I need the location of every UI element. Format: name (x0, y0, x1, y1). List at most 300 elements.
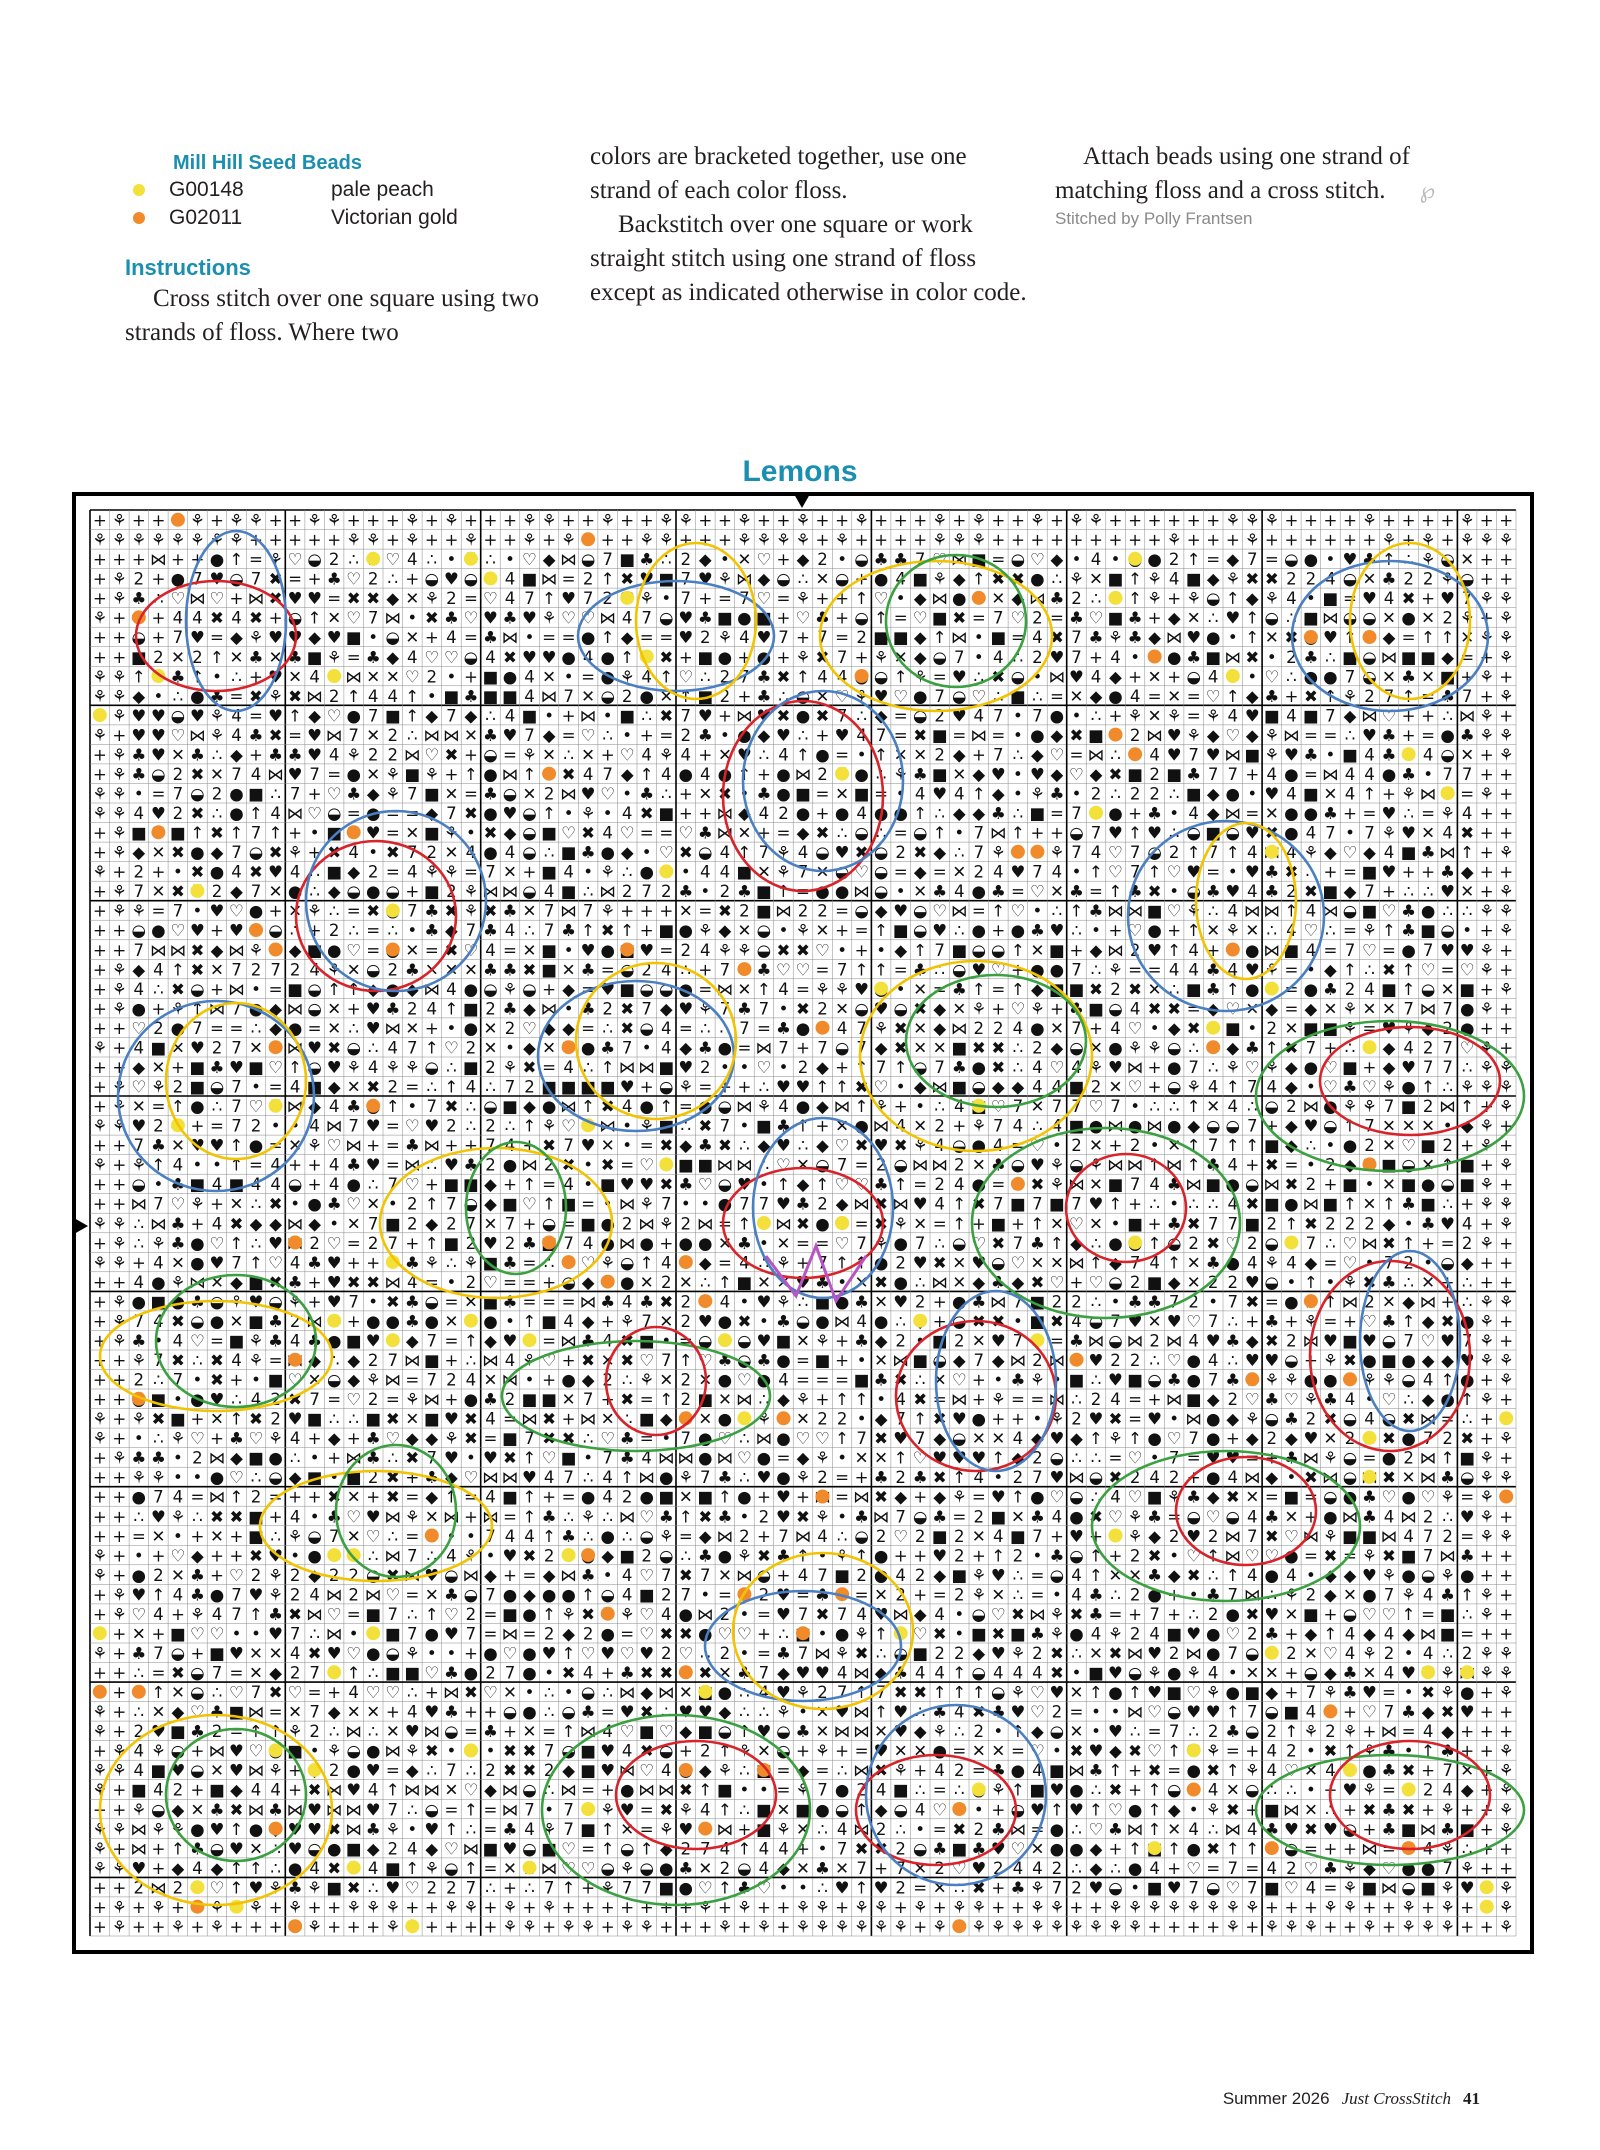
chart-cell-symbol: + (1480, 882, 1494, 901)
chart-cell-symbol: 4 (192, 609, 203, 628)
chart-cell-symbol: ♥ (991, 1566, 1006, 1585)
chart-cell-symbol: + (1148, 1214, 1162, 1233)
chart-cell-symbol: ● (1284, 804, 1298, 823)
chart-cell-symbol: ◆ (132, 843, 145, 862)
chart-cell-symbol: = (601, 1703, 615, 1722)
chart-cell-symbol: ♡ (346, 1507, 361, 1526)
chart-cell-symbol: 7 (1013, 1097, 1024, 1116)
chart-cell-symbol: ∴ (954, 843, 965, 862)
chart-cell-symbol: ■ (971, 1625, 987, 1644)
chart-cell-symbol: ⋈ (560, 550, 577, 569)
chart-cell-symbol: • (876, 941, 886, 960)
chart-cell-symbol: ♣ (1284, 1410, 1299, 1429)
chart-cell-symbol: ◆ (894, 1488, 907, 1507)
chart-cell-symbol: ◒ (972, 1605, 986, 1624)
chart-cell-symbol: ● (1186, 1351, 1200, 1370)
chart-cell-symbol: 7 (798, 863, 809, 882)
chart-cell-symbol: ∴ (427, 1078, 438, 1097)
chart-cell-symbol: ✕ (777, 1800, 791, 1819)
chart-cell-symbol: 4 (1110, 1019, 1121, 1038)
chart-cell-symbol: ⚘ (796, 531, 811, 550)
chart-cell-symbol: = (620, 1625, 634, 1644)
chart-cell-symbol: ↑ (1343, 1742, 1357, 1761)
chart-cell-symbol: ✖ (523, 1546, 537, 1565)
chart-cell-symbol: ■ (248, 1449, 264, 1468)
chart-cell-symbol: ✕ (972, 1156, 986, 1175)
chart-cell-symbol: ♡ (385, 1683, 400, 1702)
chart-cell-symbol: ⋈ (580, 706, 597, 725)
chart-cell-symbol: ■ (1420, 648, 1436, 667)
chart-cell-symbol: ✖ (601, 1156, 615, 1175)
chart-cell-symbol: ♣ (1382, 726, 1397, 745)
chart-cell-symbol: ◒ (893, 1156, 907, 1175)
chart-cell-symbol: ⚘ (1225, 511, 1240, 530)
chart-cell-symbol: ● (210, 1585, 224, 1604)
chart-cell-symbol: ◆ (1226, 1038, 1239, 1057)
chart-cell-symbol: ✕ (874, 1292, 888, 1311)
chart-cell-symbol: ✕ (444, 1781, 458, 1800)
chart-cell-symbol: ∴ (368, 1664, 379, 1683)
chart-cell-symbol: 7 (1462, 765, 1473, 784)
chart-cell-symbol: = (816, 960, 830, 979)
chart-cell-symbol: 4 (720, 843, 731, 862)
chart-cell-symbol: ◆ (1363, 1625, 1376, 1644)
chart-cell-symbol: + (405, 1234, 419, 1253)
chart-cell-symbol: ♣ (874, 1468, 889, 1487)
chart-cell-symbol: ● (561, 648, 575, 667)
chart-cell-symbol: ● (776, 1468, 790, 1487)
chart-cell-symbol: ∴ (485, 1078, 496, 1097)
chart-cell-symbol: ⋈ (951, 550, 968, 569)
chart-cell-symbol: ✕ (366, 667, 380, 686)
chart-cell-symbol: ◆ (484, 1175, 497, 1194)
chart-cell-symbol: ⋈ (951, 628, 968, 647)
chart-cell-symbol: = (796, 980, 810, 999)
chart-cell-symbol: ♥ (268, 1546, 283, 1565)
chart-cell-symbol: ∴ (1169, 824, 1180, 843)
chart-cell-symbol: ♥ (1167, 745, 1182, 764)
chart-cell-symbol: ✕ (503, 863, 517, 882)
chart-cell-symbol: ✕ (425, 960, 439, 979)
chart-cell-symbol: ♣ (756, 687, 771, 706)
chart-cell-symbol: ♣ (1128, 628, 1143, 647)
chart-cell-symbol: + (991, 1800, 1005, 1819)
chart-cell-symbol: 7 (134, 1136, 145, 1155)
chart-cell-symbol: ■ (990, 1214, 1006, 1233)
chart-cell-symbol: ■ (522, 706, 538, 725)
chart-cell-symbol: • (173, 1527, 183, 1546)
chart-cell-symbol: = (484, 1625, 498, 1644)
chart-cell-symbol: 7 (427, 1449, 438, 1468)
chart-cell-symbol: ◆ (1226, 550, 1239, 569)
chart-cell-symbol: ↑ (1089, 1253, 1103, 1272)
chart-cell-symbol: ◆ (1246, 1429, 1259, 1448)
chart-cell-symbol: ⚘ (1499, 1683, 1514, 1702)
chart-cell-symbol: ♡ (405, 1117, 420, 1136)
chart-cell-symbol: • (1111, 1703, 1121, 1722)
chart-cell-symbol: 4 (759, 1683, 770, 1702)
chart-cell-symbol: 4 (388, 1038, 399, 1057)
chart-cell-symbol: ♡ (1049, 1058, 1064, 1077)
chart-cell-symbol: 7 (134, 941, 145, 960)
chart-cell-symbol: ✖ (1402, 589, 1416, 608)
chart-cell-symbol: ∴ (1306, 863, 1317, 882)
chart-cell-symbol: ◒ (1108, 1273, 1122, 1292)
chart-cell-symbol: ✖ (679, 1625, 693, 1644)
chart-cell-symbol: ■ (1147, 1273, 1163, 1292)
chart-cell-symbol: ✖ (269, 726, 283, 745)
chart-cell-symbol: ◒ (854, 824, 868, 843)
chart-cell-symbol: ■ (697, 1390, 713, 1409)
chart-cell-symbol: + (151, 999, 165, 1018)
chart-cell-symbol: • (564, 1683, 574, 1702)
chart-cell-symbol: ✖ (1382, 1546, 1396, 1565)
chart-cell-symbol: ♥ (307, 726, 322, 745)
chart-cell-symbol: 7 (1384, 1097, 1395, 1116)
chart-cell-symbol: = (1187, 999, 1201, 1018)
chart-cell-symbol: 2 (661, 882, 672, 901)
chart-cell-symbol: + (542, 1488, 556, 1507)
chart-cell-symbol: ∴ (1423, 882, 1434, 901)
chart-cell-symbol: ⚘ (1440, 1488, 1455, 1507)
chart-cell-symbol: ■ (1401, 648, 1417, 667)
chart-cell-symbol: ■ (756, 1800, 772, 1819)
chart-cell-symbol: ∴ (915, 1703, 926, 1722)
chart-cell-symbol: ✖ (503, 1449, 517, 1468)
chart-cell-symbol: ♥ (893, 1703, 908, 1722)
chart-cell-symbol: 2 (798, 1058, 809, 1077)
chart-cell-symbol: ■ (151, 1390, 167, 1409)
chart-cell-symbol: ◒ (1186, 824, 1200, 843)
chart-cell-symbol: ◆ (972, 1273, 985, 1292)
chart-cell-symbol: ⋈ (424, 1781, 441, 1800)
chart-cell-symbol: ✖ (581, 1351, 595, 1370)
chart-cell-symbol: 2 (1032, 609, 1043, 628)
chart-cell-symbol: ◒ (737, 1332, 751, 1351)
chart-cell-symbol: ⋈ (853, 882, 870, 901)
chart-cell-symbol: ♣ (581, 999, 596, 1018)
chart-cell-symbol: ✕ (1148, 980, 1162, 999)
chart-cell-symbol: + (230, 589, 244, 608)
chart-cell-symbol: ♡ (190, 1332, 205, 1351)
chart-cell-symbol: ✕ (1245, 999, 1259, 1018)
chart-cell-symbol: ■ (854, 1371, 870, 1390)
chart-cell-symbol: ♡ (327, 706, 342, 725)
chart-cell-symbol: ✖ (1323, 1546, 1337, 1565)
chart-cell-symbol: ◒ (893, 999, 907, 1018)
chart-cell-symbol: ✖ (171, 843, 185, 862)
chart-cell-symbol: ⋈ (1439, 843, 1456, 862)
chart-cell-symbol: ⚘ (1049, 1625, 1064, 1644)
chart-cell-symbol: ♣ (854, 1292, 869, 1311)
chart-cell-symbol: ♥ (1460, 1507, 1475, 1526)
chart-cell-symbol: ↑ (1363, 785, 1377, 804)
chart-cell-symbol: ● (1382, 765, 1396, 784)
chart-cell-symbol: 7 (681, 706, 692, 725)
chart-cell-symbol: ∴ (1208, 609, 1219, 628)
chart-cell-symbol: + (581, 511, 595, 530)
chart-cell-symbol: ⚘ (971, 1566, 986, 1585)
chart-cell-symbol: ■ (1166, 1683, 1182, 1702)
chart-cell-symbol: 4 (427, 999, 438, 1018)
chart-cell-symbol: ⋈ (560, 902, 577, 921)
chart-cell-symbol: ♥ (366, 824, 381, 843)
chart-cell-symbol: ⚘ (698, 921, 713, 940)
chart-cell-symbol: ✖ (991, 1234, 1005, 1253)
chart-cell-symbol: • (544, 706, 554, 725)
chart-cell-symbol: ♡ (268, 1058, 283, 1077)
chart-cell-symbol: ♥ (1245, 1351, 1260, 1370)
chart-cell-symbol: ⋈ (814, 1644, 831, 1663)
chart-cell-symbol: ⚘ (1303, 1312, 1318, 1331)
chart-cell-symbol: ∴ (1110, 785, 1121, 804)
chart-cell-symbol: 4 (290, 1332, 301, 1351)
chart-cell-symbol: • (1052, 1742, 1062, 1761)
chart-cell-symbol: + (816, 1117, 830, 1136)
chart-cell-symbol: ⚘ (1499, 1371, 1514, 1390)
chart-cell-symbol: • (915, 1097, 925, 1116)
chart-cell-symbol: 4 (661, 1761, 672, 1780)
chart-cell-symbol: ⋈ (1381, 1722, 1398, 1741)
chart-cell-symbol: • (993, 1468, 1003, 1487)
chart-cell-symbol: ✕ (679, 902, 693, 921)
chart-cell-symbol: ⋈ (1322, 902, 1339, 921)
chart-cell-symbol: + (171, 550, 185, 569)
chart-cell-symbol: + (1480, 804, 1494, 823)
chart-cell-symbol: + (640, 921, 654, 940)
chart-cell-symbol: = (835, 1371, 849, 1390)
chart-cell-symbol: 4 (1052, 1117, 1063, 1136)
chart-cell-symbol: + (1343, 804, 1357, 823)
chart-cell-symbol: ∴ (1442, 902, 1453, 921)
chart-cell-symbol: ● (1108, 1683, 1122, 1702)
chart-cell-symbol: ◆ (1246, 726, 1259, 745)
chart-cell-symbol: 4 (1149, 745, 1160, 764)
chart-cell-symbol: ● (1460, 999, 1474, 1018)
chart-cell-symbol: ⋈ (736, 1566, 753, 1585)
chart-cell-symbol: 4 (290, 863, 301, 882)
chart-cell-symbol: 4 (1208, 1781, 1219, 1800)
chart-cell-symbol: ■ (1205, 1175, 1221, 1194)
chart-cell-symbol: 7 (388, 1234, 399, 1253)
chart-cell-symbol: ⋈ (619, 1058, 636, 1077)
chart-cell-symbol: + (464, 1136, 478, 1155)
chart-cell-symbol: • (720, 1058, 730, 1077)
chart-cell-symbol: ♥ (620, 1175, 635, 1194)
chart-cell-symbol: ♡ (874, 589, 889, 608)
chart-cell-symbol: + (464, 667, 478, 686)
chart-cell-symbol: ⚘ (600, 902, 615, 921)
chart-cell-symbol: ↑ (835, 1078, 849, 1097)
chart-cell-symbol: ◒ (1206, 1117, 1220, 1136)
chart-cell-symbol: 4 (1306, 1703, 1317, 1722)
chart-cell-symbol: ♥ (1303, 1117, 1318, 1136)
chart-cell-symbol: ⋈ (580, 1410, 597, 1429)
chart-cell-symbol: ↑ (991, 902, 1005, 921)
chart-cell-symbol: ⚘ (112, 1097, 127, 1116)
chart-cell-symbol: ■ (580, 1742, 596, 1761)
chart-cell-symbol: ■ (1010, 1527, 1026, 1546)
chart-cell-symbol: ◒ (952, 1429, 966, 1448)
chart-cell-symbol: ● (1304, 804, 1318, 823)
chart-cell-symbol: ♣ (131, 589, 146, 608)
chart-cell-symbol: ◆ (425, 1429, 438, 1448)
chart-cell-symbol: 7 (407, 843, 418, 862)
chart-cell-symbol: ∴ (700, 1019, 711, 1038)
chart-cell-symbol: ● (386, 980, 400, 999)
chart-cell-symbol: ♥ (796, 1273, 811, 1292)
chart-cell-symbol: ↑ (523, 765, 537, 784)
chart-cell-symbol: ◒ (210, 1292, 224, 1311)
chart-cell-symbol: + (933, 1312, 947, 1331)
chart-cell-symbol: ♡ (1108, 863, 1123, 882)
chart-cell-symbol: ⚘ (131, 902, 146, 921)
chart-cell-symbol: ↑ (1030, 1214, 1044, 1233)
chart-cell-symbol: ∴ (1345, 726, 1356, 745)
chart-cell-symbol: ● (366, 1644, 380, 1663)
chart-cell-symbol: ◆ (1441, 1722, 1454, 1741)
chart-cell-symbol: ◆ (933, 1019, 946, 1038)
chart-cell-symbol: ⚘ (366, 531, 381, 550)
chart-cell-symbol: ✖ (1226, 1800, 1240, 1819)
chart-cell-symbol: ◒ (952, 1312, 966, 1331)
chart-cell-symbol: 7 (1169, 1449, 1180, 1468)
chart-cell-symbol: ✖ (855, 843, 869, 862)
chart-cell-symbol: ● (1460, 1566, 1474, 1585)
chart-cell-symbol: ◒ (952, 1136, 966, 1155)
chart-cell-symbol: ∴ (485, 706, 496, 725)
chart-cell-symbol: ♣ (483, 1390, 498, 1409)
chart-cell-symbol: ✖ (269, 570, 283, 589)
chart-cell-symbol: + (1167, 1605, 1181, 1624)
chart-cell-symbol: ⋈ (1381, 648, 1398, 667)
chart-cell-symbol: = (855, 921, 869, 940)
chart-cell-symbol: ⋈ (853, 1761, 870, 1780)
chart-cell-symbol: 7 (602, 550, 613, 569)
chart-cell-symbol: ♥ (1069, 1800, 1084, 1819)
chart-cell-symbol: 7 (622, 1038, 633, 1057)
chart-cell-symbol: 4 (466, 843, 477, 862)
chart-cell-symbol: ⋈ (912, 1156, 929, 1175)
chart-cell-symbol: ♡ (717, 1625, 732, 1644)
chart-cell-symbol: + (757, 1488, 771, 1507)
chart-cell-symbol: + (132, 550, 146, 569)
chart-cell-symbol: • (740, 1781, 750, 1800)
chart-cell-symbol: ⋈ (736, 1097, 753, 1116)
chart-cell-symbol: ✕ (523, 1722, 537, 1741)
chart-cell-symbol: 2 (446, 589, 457, 608)
chart-cell-symbol: ⋈ (599, 609, 616, 628)
chart-cell-symbol: ◒ (210, 1839, 224, 1858)
chart-cell-symbol: ♥ (1010, 863, 1025, 882)
chart-cell-symbol: 4 (173, 609, 184, 628)
chart-cell-symbol: ⋈ (170, 941, 187, 960)
chart-cell-symbol: • (1013, 785, 1023, 804)
chart-cell-symbol: ↑ (308, 609, 322, 628)
chart-cell-symbol: 7 (1013, 1234, 1024, 1253)
chart-cell-symbol: ♡ (1108, 843, 1123, 862)
chart-cell-symbol: 7 (720, 1117, 731, 1136)
chart-cell-symbol: 4 (1228, 1195, 1239, 1214)
chart-cell-symbol: ■ (658, 1058, 674, 1077)
chart-cell-symbol: ∴ (329, 1351, 340, 1370)
chart-cell-symbol: = (855, 1742, 869, 1761)
chart-cell-symbol: ■ (248, 785, 264, 804)
chart-cell-symbol: = (269, 1351, 283, 1370)
chart-cell-symbol: + (991, 511, 1005, 530)
chart-cell-symbol: + (1499, 1703, 1513, 1722)
chart-cell-symbol: ∴ (270, 785, 281, 804)
chart-cell-symbol: ⚘ (112, 1449, 127, 1468)
chart-cell-symbol: ♡ (737, 1625, 752, 1644)
chart-cell-symbol: ⋈ (541, 570, 558, 589)
chart-cell-symbol: ◒ (659, 1742, 673, 1761)
chart-cell-symbol: ◆ (836, 1195, 849, 1214)
chart-cell-symbol: • (1189, 1800, 1199, 1819)
chart-cell-symbol: ♡ (581, 1253, 596, 1272)
chart-cell-symbol: ◆ (797, 1449, 810, 1468)
chart-cell-symbol: ⋈ (736, 706, 753, 725)
chart-cell-symbol: 2 (934, 1175, 945, 1194)
chart-cell-symbol: ⚘ (92, 726, 107, 745)
chart-cell-symbol: ♡ (1323, 1078, 1338, 1097)
chart-cell-symbol: ◆ (543, 1019, 556, 1038)
chart-cell-symbol: 2 (388, 745, 399, 764)
chart-cell-symbol: ∴ (212, 1097, 223, 1116)
chart-cell-symbol: ♡ (522, 1019, 537, 1038)
chart-cell-symbol: ✖ (1109, 1410, 1123, 1429)
chart-cell-symbol: ⚘ (1499, 589, 1514, 608)
chart-cell-symbol: ♣ (1206, 1253, 1221, 1272)
chart-cell-symbol: ♣ (1264, 1507, 1279, 1526)
chart-cell-symbol: ⋈ (287, 1038, 304, 1057)
chart-cell-symbol: ◆ (1324, 843, 1337, 862)
chart-cell-symbol: = (1206, 863, 1220, 882)
chart-cell-symbol: ✖ (1284, 1175, 1298, 1194)
chart-cell-symbol: ⚘ (249, 1332, 264, 1351)
chart-cell-symbol: ✖ (1382, 1234, 1396, 1253)
chart-cell-symbol: ↑ (1343, 628, 1357, 647)
chart-cell-symbol: ∴ (544, 843, 555, 862)
chart-cell-symbol: 7 (1423, 1429, 1434, 1448)
chart-cell-symbol: ⚘ (796, 921, 811, 940)
chart-cell-symbol: 2 (1247, 1234, 1258, 1253)
chart-cell-symbol: ⚘ (835, 531, 850, 550)
chart-cell-symbol: ✕ (816, 921, 830, 940)
chart-cell-symbol: ↑ (562, 1722, 576, 1741)
chart-cell-symbol: + (288, 1156, 302, 1175)
chart-cell-symbol: ⚘ (1499, 1468, 1514, 1487)
chart-cell-symbol: ♥ (678, 1703, 693, 1722)
chart-cell-symbol: ● (171, 1019, 185, 1038)
chart-cell-symbol: ◒ (581, 550, 595, 569)
chart-cell-symbol: ■ (463, 1058, 479, 1077)
cross-stitch-chart (72, 492, 1534, 1954)
chart-cell-symbol: + (894, 1546, 908, 1565)
chart-cell-symbol: = (972, 902, 986, 921)
chart-cell-symbol: ■ (522, 570, 538, 589)
chart-cell-symbol: = (1206, 550, 1220, 569)
chart-cell-symbol: ◒ (1167, 1038, 1181, 1057)
chart-cell-symbol: ● (718, 1038, 732, 1057)
chart-cell-symbol: = (1109, 1605, 1123, 1624)
chart-cell-symbol: 4 (934, 1136, 945, 1155)
chart-cell-symbol: 2 (876, 1527, 887, 1546)
chart-cell-symbol: • (1208, 1292, 1218, 1311)
chart-cell-symbol: ■ (1010, 1625, 1026, 1644)
chart-cell-symbol: ◆ (621, 628, 634, 647)
chart-cell-symbol: ✕ (1206, 1097, 1220, 1116)
